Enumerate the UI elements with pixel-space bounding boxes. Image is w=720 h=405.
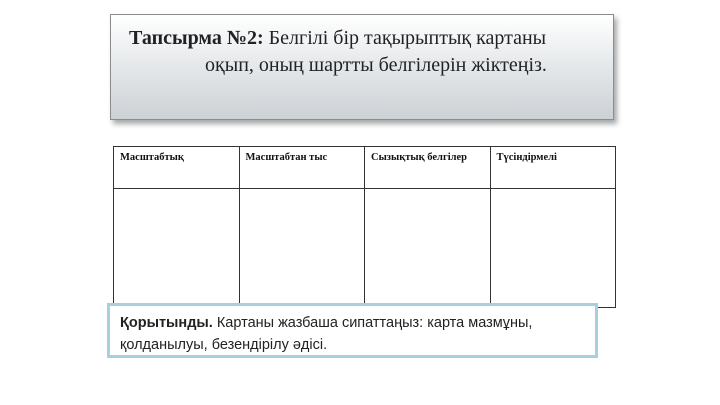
table-cell-explanatory[interactable] <box>490 189 616 308</box>
table-header-row <box>114 147 616 189</box>
legend-table-container <box>113 146 616 304</box>
header-scale: Масштабтық <box>114 147 240 189</box>
conclusion-line-1 <box>120 312 585 334</box>
conclusion-text-2: қолданылуы, безендірілу әдісі. <box>120 337 328 353</box>
task-box <box>110 14 614 120</box>
header-off-scale: Масштабтан тыс <box>239 147 365 189</box>
conclusion-text-1: Картаны жазбаша сипаттаңыз: карта мазмұны, <box>212 315 533 331</box>
header-linear-signs: Сызықтық белгілер <box>365 147 491 189</box>
task-line-1 <box>129 25 595 52</box>
table-row <box>114 189 616 308</box>
task-text-2: оқып, оның шартты белгілерін жіктеңіз. <box>205 54 547 76</box>
legend-table <box>113 146 616 308</box>
conclusion-box <box>107 303 598 358</box>
task-text-1: Белгілі бір тақырыптық картаны <box>263 27 547 49</box>
conclusion-title: Қорытынды. <box>120 315 213 331</box>
table-cell-linear-signs[interactable] <box>365 189 491 308</box>
header-explanatory: Түсіндірмелі <box>490 147 616 189</box>
table-cell-off-scale[interactable] <box>239 189 365 308</box>
table-cell-scale[interactable] <box>114 189 240 308</box>
task-title: Тапсырма №2: <box>129 27 264 49</box>
